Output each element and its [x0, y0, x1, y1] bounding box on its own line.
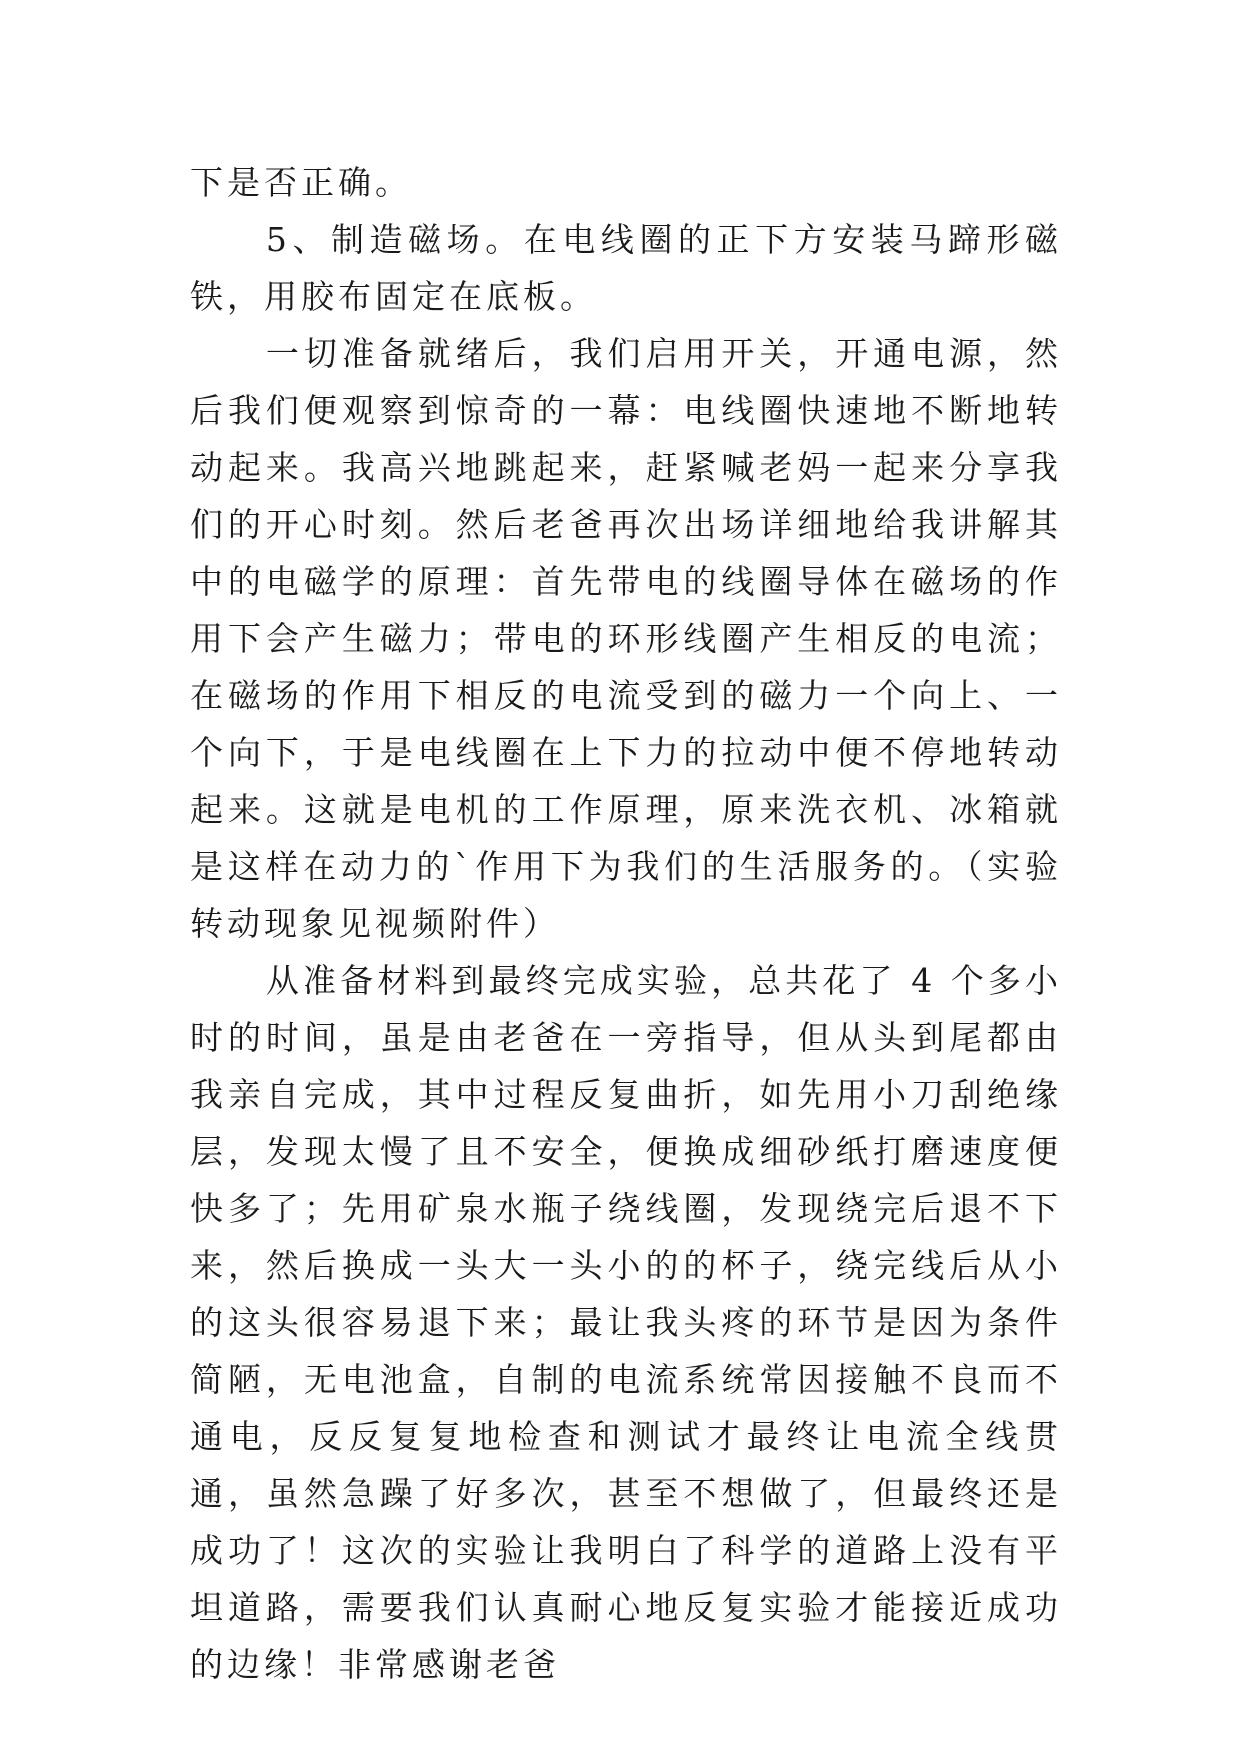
paragraph-continuation: 下是否正确。 — [190, 163, 412, 202]
paragraph-experiment-result: 一切准备就绪后，我们启用开关，开通电源，然后我们便观察到惊奇的一幕：电线圈快速地不断地转动起来。我高兴地跳起来，赶紧喊老妈一起来分享我们的开心时刻。然后老爸再次出场详细地给我讲解其中的电磁学的原理：首先带电的线圈导体在磁场的作用下会产生磁力；带电的环形线圈产生相反的电流；在磁场的作用下相反的电流受到的磁力一个向上、一个向下，于是电线圈在上下力的拉动中便不停地转动起来。这就是电机的工作原理，原来洗衣机、冰箱就是这样在动力的`作用下为我们的生活服务的。（实验转动现象见视频附件） — [190, 334, 1062, 943]
paragraph-reflection: 从准备材料到最终完成实验，总共花了 4 个多小时的时间，虽是由老爸在一旁指导，但从头到尾都由我亲自完成，其中过程反复曲折，如先用小刀刮绝缘层，发现太慢了且不安全，便换成细砂纸打磨速度便快多了；先用矿泉水瓶子绕线圈，发现绕完后退不下来，然后换成一头大一头小的的杯子，绕完线后从小的这头很容易退下来；最让我头疼的环节是因为条件简陋，无电池盒，自制的电流系统常因接触不良而不通电，反反复复地检查和测试才最终让电流全线贯通，虽然急躁了好多次，甚至不想做了，但最终还是成功了！这次的实验让我明白了科学的道路上没有平坦道路，需要我们认真耐心地反复实验才能接近成功的边缘！非常感谢老爸 — [190, 961, 1062, 1684]
paragraph-step-5: 5、制造磁场。在电线圈的正下方安装马蹄形磁铁，用胶布固定在底板。 — [190, 220, 1062, 316]
body-text — [190, 154, 1062, 1693]
